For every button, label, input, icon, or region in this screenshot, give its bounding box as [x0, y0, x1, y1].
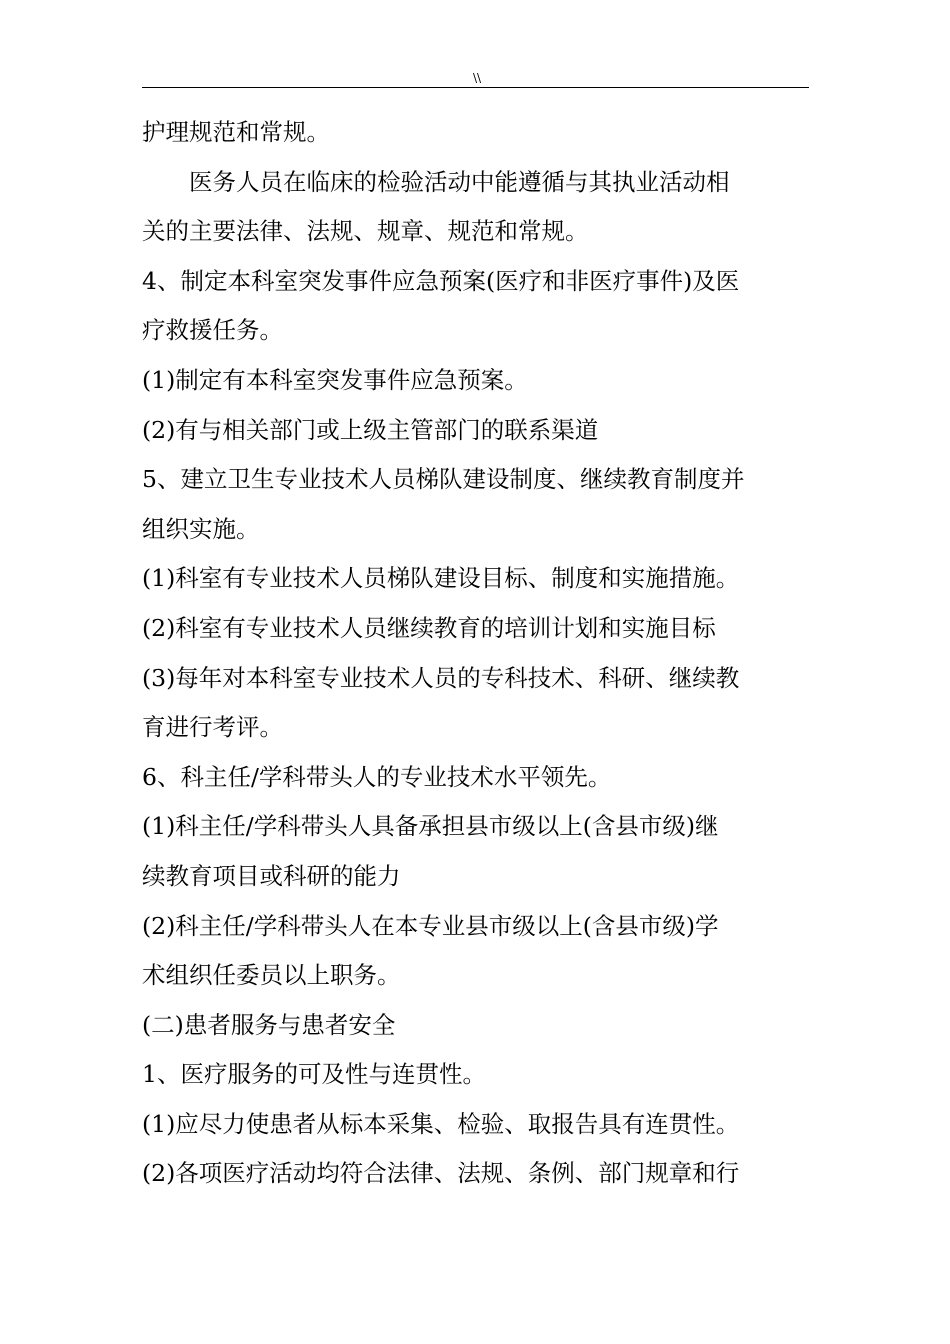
text-line: 4、制定本科室突发事件应急预案(医疗和非医疗事件)及医 [142, 266, 740, 295]
body-text [142, 108, 810, 1199]
text-line: 疗救援任务。 [142, 316, 283, 345]
text-line: 组织实施。 [142, 514, 260, 543]
text-line: (3)每年对本科室专业技术人员的专科技术、科研、继续教 [142, 663, 740, 692]
text-line: 医务人员在临床的检验活动中能遵循与其执业活动相 [189, 167, 730, 196]
text-line: 1、医疗服务的可及性与连贯性。 [142, 1060, 486, 1089]
text-line: (2)各项医疗活动均符合法律、法规、条例、部门规章和行 [142, 1159, 740, 1188]
text-line: (2)有与相关部门或上级主管部门的联系渠道 [142, 415, 599, 444]
text-line: (1)制定有本科室突发事件应急预案。 [142, 365, 528, 394]
text-line: 5、建立卫生专业技术人员梯队建设制度、继续教育制度并 [142, 465, 745, 494]
text-line: (2)科主任/学科带头人在本专业县市级以上(含县市级)学 [142, 911, 719, 940]
header-rule [142, 87, 809, 88]
header-mark: \\ [472, 71, 482, 85]
section-heading: (二)患者服务与患者安全 [142, 1010, 396, 1039]
text-line: 术组织任委员以上职务。 [142, 961, 401, 990]
text-line: 关的主要法律、法规、规章、规范和常规。 [142, 217, 589, 246]
text-line: (1)应尽力使患者从标本采集、检验、取报告具有连贯性。 [142, 1109, 740, 1138]
text-line: 育进行考评。 [142, 713, 283, 742]
text-line: 6、科主任/学科带头人的专业技术水平领先。 [142, 762, 612, 791]
text-line: (2)科室有专业技术人员继续教育的培训计划和实施目标 [142, 613, 716, 642]
text-line: 续教育项目或科研的能力 [142, 861, 401, 890]
text-line: 护理规范和常规。 [142, 118, 330, 146]
text-line: (1)科主任/学科带头人具备承担县市级以上(含县市级)继 [142, 812, 719, 841]
text-line: (1)科室有专业技术人员梯队建设目标、制度和实施措施。 [142, 564, 740, 593]
